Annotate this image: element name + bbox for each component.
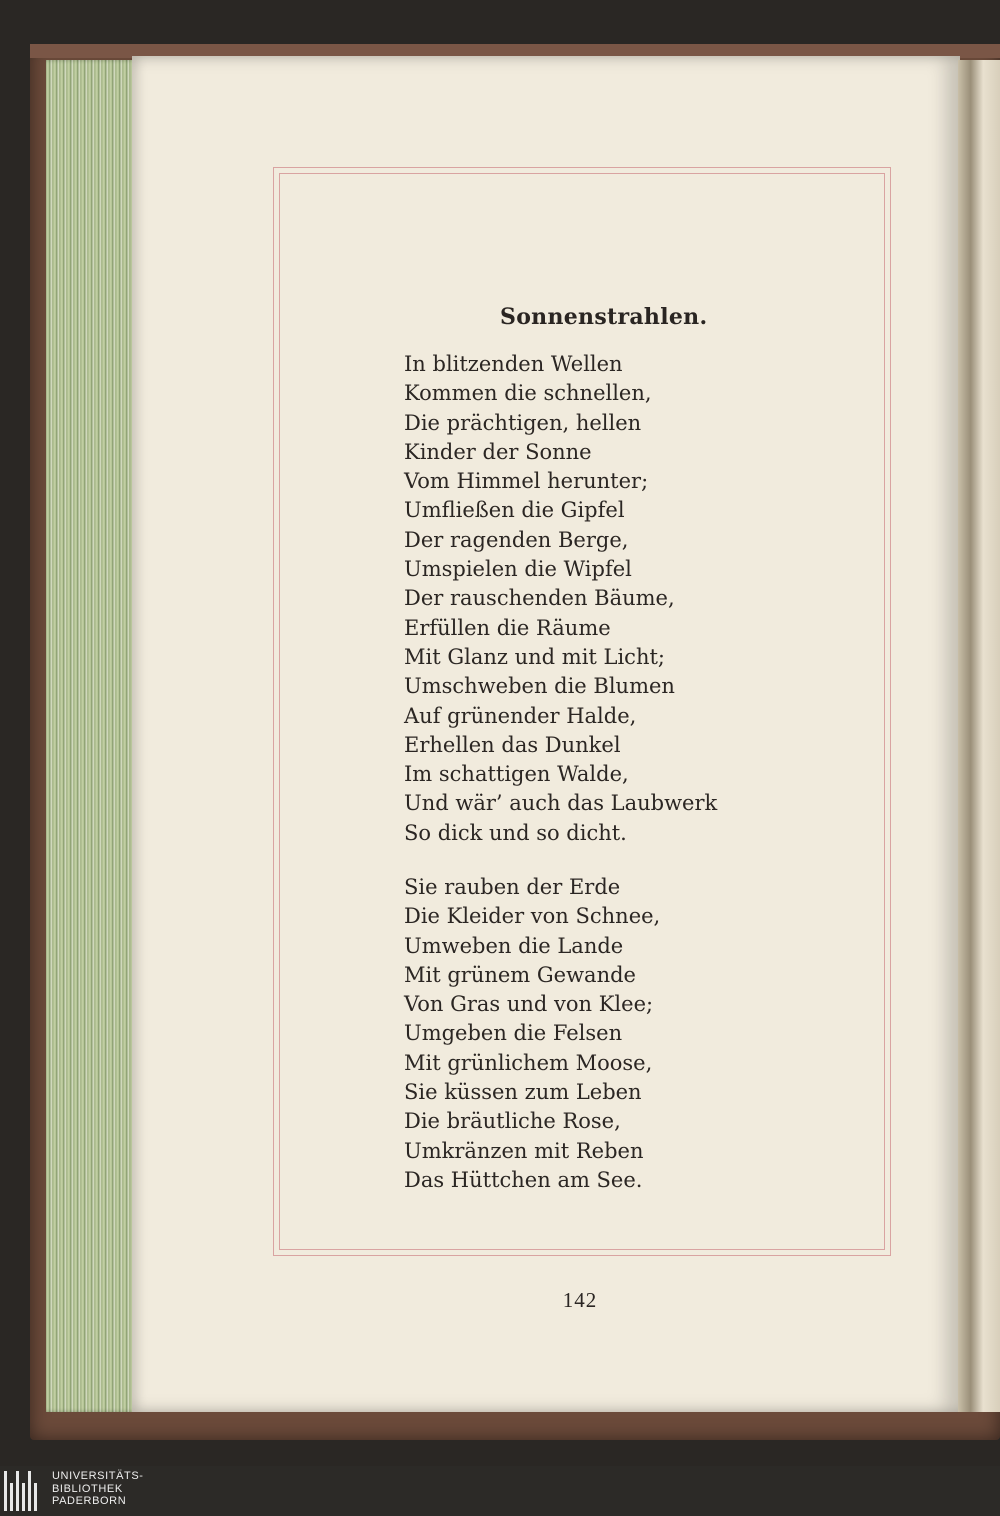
poem-line: Mit grünem Gewande — [404, 962, 636, 987]
poem-line: Mit Glanz und mit Licht; — [404, 644, 665, 669]
page-number: 142 — [562, 1288, 598, 1312]
library-name-line: PADERBORN — [52, 1495, 127, 1507]
poem-line: Kinder der Sonne — [404, 439, 592, 464]
poem-line: Umschweben die Blumen — [404, 674, 675, 699]
poem-line: Sie küssen zum Leben — [404, 1080, 642, 1105]
poem-line: Die bräutliche Rose, — [404, 1109, 621, 1134]
library-footer — [0, 1466, 1000, 1516]
poem-line: Sie rauben der Erde — [404, 875, 621, 899]
stanza-1 — [404, 350, 717, 848]
poem-line: Auf grünender Halde, — [404, 703, 637, 728]
poem-line: Umspielen die Wipfel — [404, 557, 632, 582]
poem-line: Erhellen das Dunkel — [404, 732, 621, 757]
poem-line: Das Hüttchen am See. — [404, 1167, 643, 1192]
stanza-2 — [404, 873, 660, 1195]
poem-line: Im schattigen Walde, — [404, 762, 629, 787]
poem-line: Umkränzen mit Reben — [404, 1138, 644, 1163]
poem-line: Die Kleider von Schnee, — [404, 904, 661, 929]
library-name-line: BIBLIOTHEK — [52, 1482, 123, 1495]
poem-line: Umgeben die Felsen — [404, 1021, 623, 1046]
poem-line: So dick und so dicht. — [404, 820, 627, 845]
poem-line: Mit grünlichem Moose, — [404, 1050, 653, 1075]
poem-line: Der ragenden Berge, — [404, 527, 629, 552]
library-logo-icon — [4, 1471, 44, 1511]
poem-line: Umfließen die Gipfel — [404, 498, 625, 523]
poem-line: Und wär’ auch das Laubwerk — [404, 791, 718, 816]
poem-line: Der rauschenden Bäume, — [404, 586, 675, 611]
poem-line: Kommen die schnellen, — [404, 381, 652, 406]
page-edges — [46, 60, 136, 1412]
library-name — [52, 1470, 144, 1508]
library-name-line: UNIVERSITÄTS- — [52, 1470, 144, 1482]
poem-title: Sonnenstrahlen. — [500, 304, 708, 330]
poem-line: In blitzenden Wellen — [404, 352, 623, 376]
facing-page-gutter — [958, 60, 1000, 1412]
poem-line: Umweben die Lande — [404, 933, 624, 958]
poem-line: Erfüllen die Räume — [404, 615, 611, 640]
poem-line: Von Gras und von Klee; — [404, 992, 654, 1017]
poem-line: Vom Himmel herunter; — [404, 469, 649, 494]
poem-line: Die prächtigen, hellen — [404, 410, 642, 435]
